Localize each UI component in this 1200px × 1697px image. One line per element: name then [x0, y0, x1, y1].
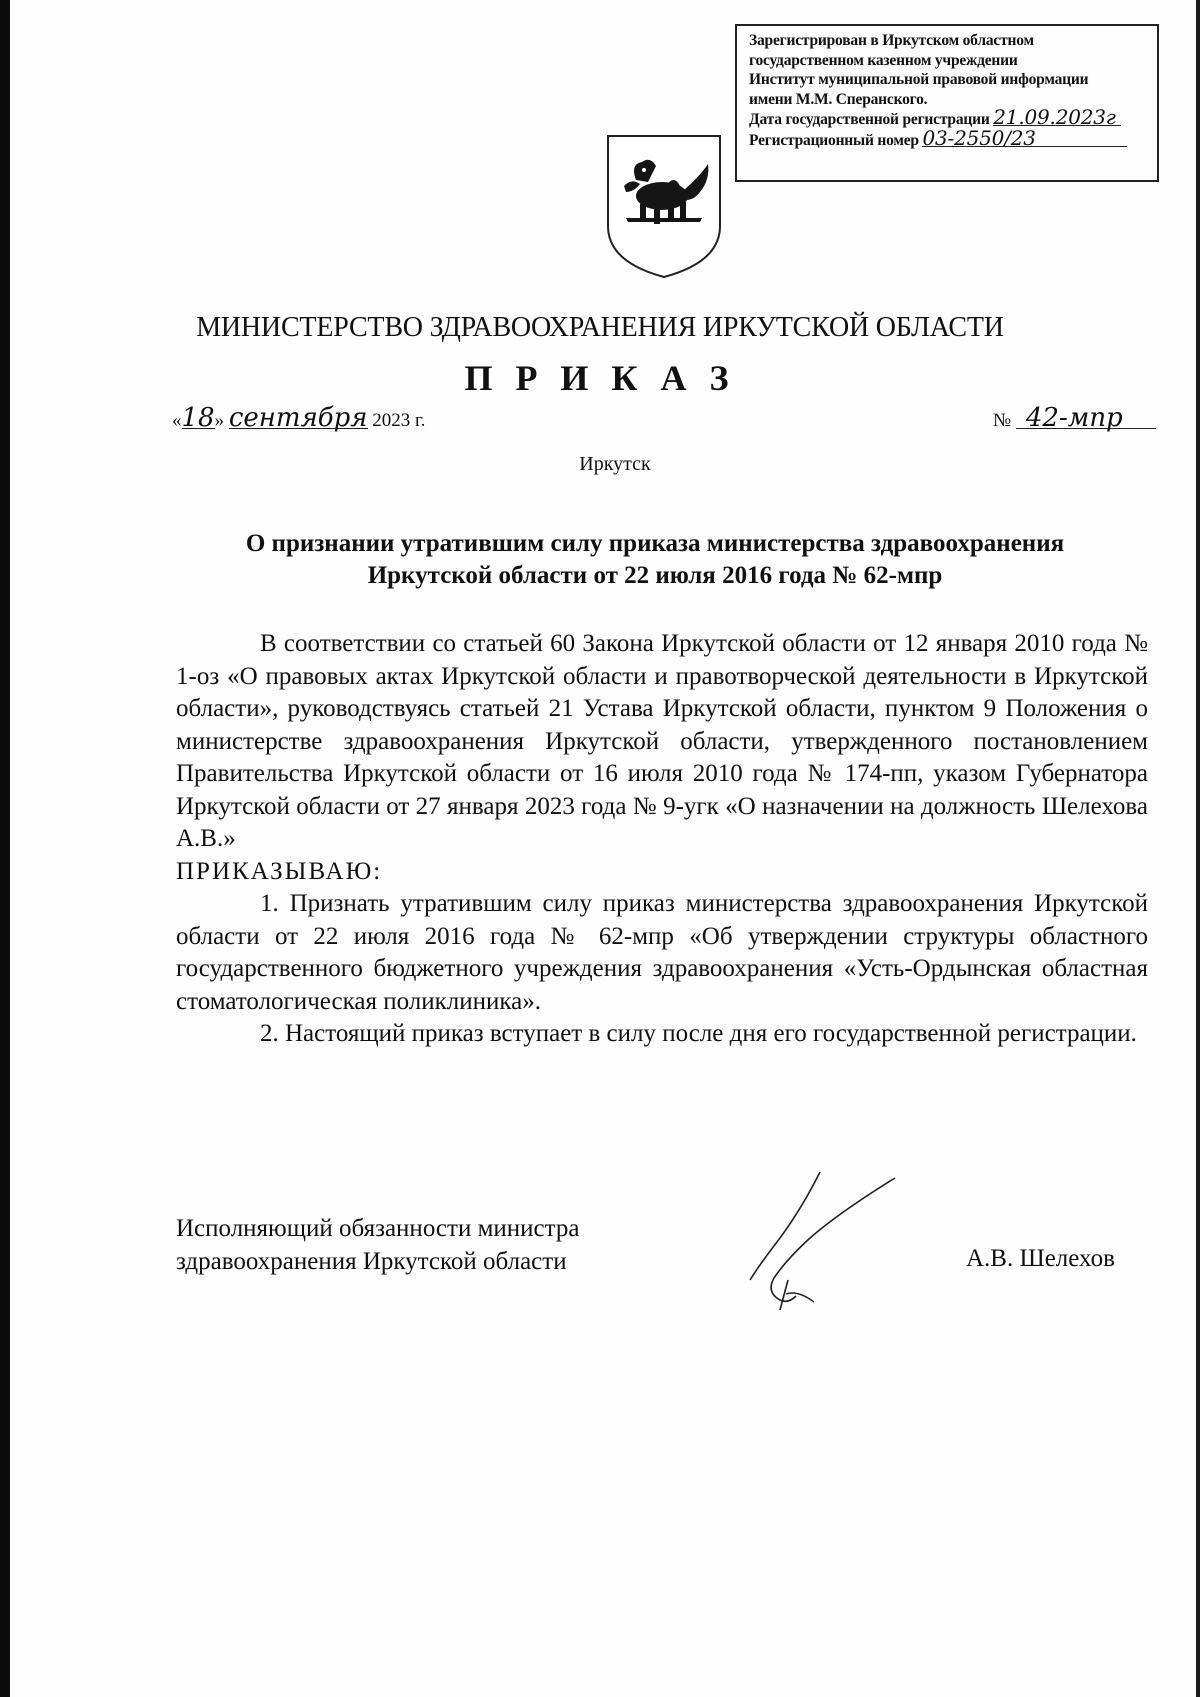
registration-stamp: [735, 24, 1159, 182]
order-date: [172, 403, 426, 433]
item-2-paragraph: 2. Настоящий приказ вступает в силу после дня его государственной регистрации.: [260, 1020, 1137, 1047]
stamp-date-value: 21.09.2023г: [993, 109, 1121, 126]
stamp-number-label: Регистрационный номер: [749, 131, 919, 149]
order-number: [993, 403, 1156, 433]
stamp-number-row: [749, 125, 1157, 151]
signer-name: А.В. Шелехов: [966, 1245, 1115, 1272]
heading-line-2: Иркутской области от 22 июля 2016 года № 62-мпр: [367, 562, 943, 589]
preamble-paragraph: В соответствии со статьей 60 Закона Иркутской области от 12 января 2010 года № 1-оз «О правовых актах Иркутской области и правотворческой деятельности в Иркутской области», руководствуясь статьей 21 Устава Иркутской области, пунктом 9 Положения о министерстве здравоохранения Иркутской области, утвержденного постановлением Правительства Иркутской области от 16 июля 2010 года № 174-пп, указом Губернатора Иркутской области от 27 января 2023 года № 9-угк «О назначении на должность Шелехова А.В.»: [176, 630, 1148, 852]
heading-line-1: О признании утратившим силу приказа министерства здравоохранения: [245, 530, 1065, 557]
order-word: ПРИКАЗЫВАЮ:: [176, 857, 383, 885]
signer-position-line-1: Исполняющий обязанности министра: [176, 1215, 580, 1242]
date-year: 2023 г.: [372, 410, 426, 431]
stamp-date-label: Дата государственной регистрации: [749, 111, 990, 128]
date-close-quote: »: [214, 410, 225, 431]
scan-edge-right: [1196, 0, 1200, 1697]
date-day: 18: [181, 403, 215, 433]
document-type-title: П Р И К А З: [464, 358, 736, 398]
number-label: №: [993, 410, 1012, 431]
stamp-line-1: Зарегистрирован в Иркутском областном: [749, 32, 1034, 49]
number-value: 42-мпр: [1016, 408, 1156, 429]
order-heading: [160, 528, 1150, 592]
ministry-name: МИНИСТЕРСТВО ЗДРАВООХРАНЕНИЯ ИРКУТСКОЙ ОБЛАСТИ: [196, 312, 1004, 343]
date-month: сентября: [228, 403, 368, 433]
handwritten-signature: [740, 1168, 910, 1318]
city: Иркутск: [579, 453, 651, 475]
stamp-number-value: 03-2550/23: [922, 130, 1127, 147]
signer-position: [176, 1212, 579, 1278]
date-open-quote: «: [172, 410, 182, 431]
stamp-line-2: государственном казенном учреждении: [749, 51, 1018, 69]
stamp-line-3: Институт муниципальной правовой информации: [749, 71, 1089, 88]
item-1-paragraph: 1. Признать утратившим силу приказ министерства здравоохранения Иркутской области от 22 июля 2016 года № 62-мпр «Об утверждении структуры областного государственного бюджетного учреждения здравоохранения «Усть-Ордынская областная стоматологическая поликлиника».: [176, 890, 1148, 1015]
signer-position-line-2: здравоохранения Иркутской области: [176, 1248, 567, 1275]
coat-of-arms-icon: [604, 134, 724, 280]
scan-edge-left: [0, 0, 10, 1697]
stamp-line-4: имени М.М. Сперанского.: [749, 90, 928, 108]
order-body: [176, 628, 1148, 1051]
